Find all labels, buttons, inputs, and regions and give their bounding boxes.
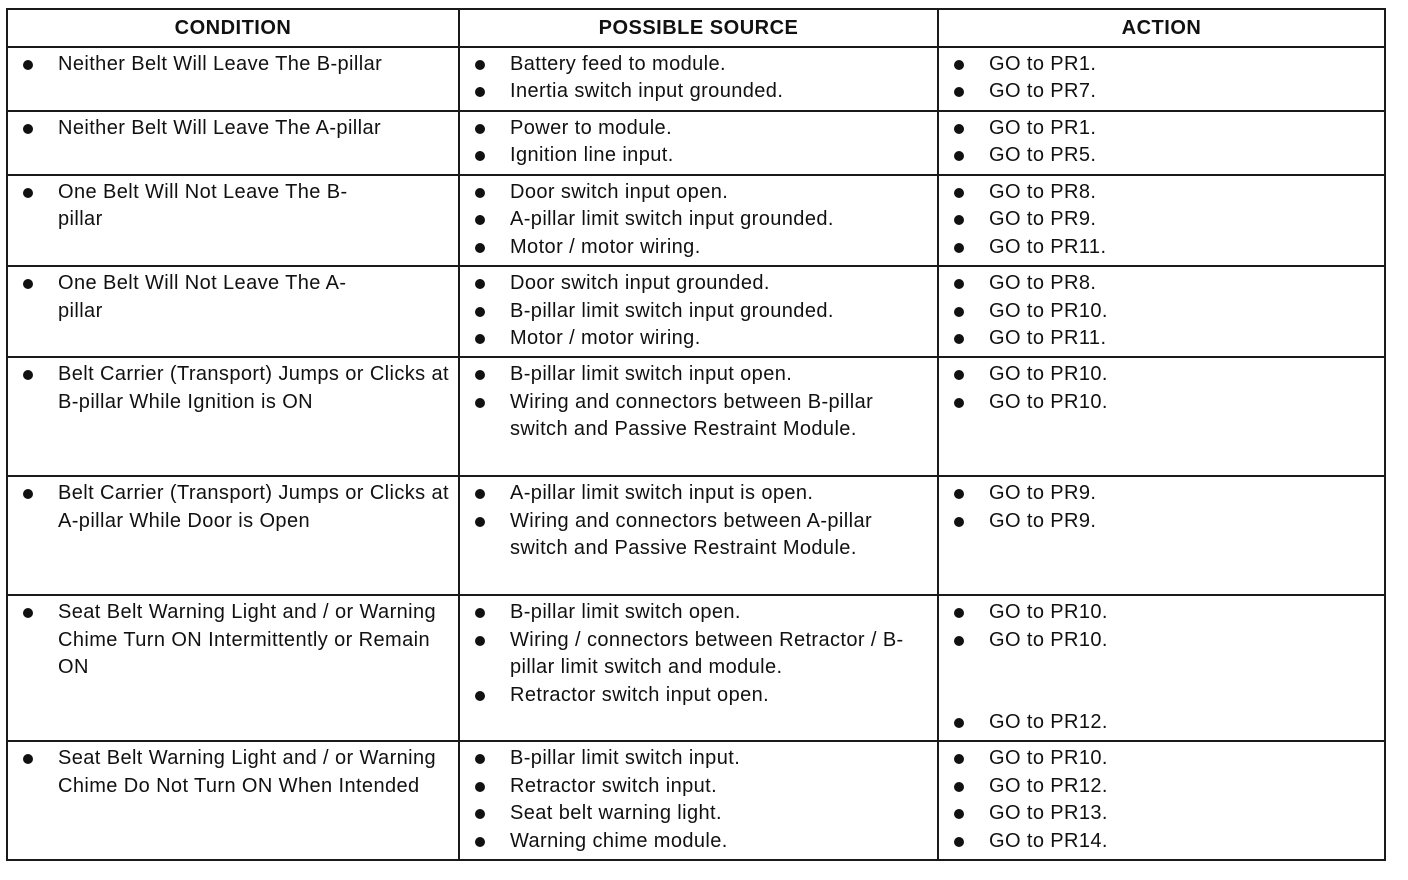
source-item: Ignition line input.	[470, 142, 931, 169]
bullet-icon	[475, 307, 485, 317]
action-item: GO to PR8.	[949, 270, 1378, 297]
action-item: GO to PR11.	[949, 325, 1378, 352]
condition-cell	[7, 476, 459, 595]
action-cell	[938, 595, 1385, 741]
table-row	[7, 476, 1385, 595]
action-item: GO to PR10.	[949, 361, 1378, 388]
condition-item: One Belt Will Not Leave The B-pillar	[18, 179, 452, 234]
bullet-icon	[475, 60, 485, 70]
bullet-icon	[954, 809, 964, 819]
condition-cell	[7, 595, 459, 741]
action-item: GO to PR10.	[949, 599, 1378, 626]
action-item: GO to PR12.	[949, 709, 1378, 736]
action-item: GO to PR11.	[949, 234, 1378, 261]
bullet-icon	[475, 608, 485, 618]
action-item: GO to PR5.	[949, 142, 1378, 169]
source-item: Wiring and connectors between A-pillar switch and Passive Restraint Module.	[470, 508, 931, 563]
source-item: A-pillar limit switch input grounded.	[470, 206, 931, 233]
bullet-icon	[954, 398, 964, 408]
header-action: ACTION	[938, 9, 1385, 47]
bullet-icon	[23, 608, 33, 618]
bullet-icon	[954, 215, 964, 225]
condition-cell	[7, 111, 459, 175]
source-item: Inertia switch input grounded.	[470, 78, 931, 105]
action-item: GO to PR10.	[949, 627, 1378, 654]
source-item: Motor / motor wiring.	[470, 234, 931, 261]
source-cell	[459, 595, 938, 741]
source-item: A-pillar limit switch input is open.	[470, 480, 931, 507]
action-item: GO to PR9.	[949, 206, 1378, 233]
bullet-icon	[954, 151, 964, 161]
bullet-icon	[23, 489, 33, 499]
header-condition: CONDITION	[7, 9, 459, 47]
table-row	[7, 357, 1385, 476]
source-item: Warning chime module.	[470, 828, 931, 855]
bullet-icon	[954, 188, 964, 198]
bullet-icon	[475, 636, 485, 646]
source-item: B-pillar limit switch open.	[470, 599, 931, 626]
bullet-icon	[954, 782, 964, 792]
bullet-icon	[954, 243, 964, 253]
condition-item: Belt Carrier (Transport) Jumps or Clicks at B-pillar While Ignition is ON	[18, 361, 452, 416]
action-item: GO to PR12.	[949, 773, 1378, 800]
action-item: GO to PR7.	[949, 78, 1378, 105]
source-item: Wiring and connectors between B-pillar switch and Passive Restraint Module.	[470, 389, 931, 444]
action-cell	[938, 476, 1385, 595]
header-possible-source: POSSIBLE SOURCE	[459, 9, 938, 47]
action-item: GO to PR10.	[949, 298, 1378, 325]
bullet-icon	[475, 188, 485, 198]
bullet-icon	[475, 334, 485, 344]
action-item: GO to PR10.	[949, 745, 1378, 772]
bullet-icon	[475, 691, 485, 701]
condition-item: Seat Belt Warning Light and / or Warning Chime Do Not Turn ON When Intended	[18, 745, 452, 800]
bullet-icon	[475, 370, 485, 380]
bullet-icon	[475, 279, 485, 289]
bullet-icon	[475, 87, 485, 97]
bullet-icon	[954, 60, 964, 70]
action-item: GO to PR8.	[949, 179, 1378, 206]
bullet-icon	[954, 608, 964, 618]
action-item: GO to PR13.	[949, 800, 1378, 827]
condition-item: Belt Carrier (Transport) Jumps or Clicks at A-pillar While Door is Open	[18, 480, 452, 535]
bullet-icon	[954, 517, 964, 527]
action-item: GO to PR9.	[949, 508, 1378, 535]
source-item: Wiring / connectors between Retractor / B-pillar limit switch and module.	[470, 627, 931, 682]
bullet-icon	[954, 370, 964, 380]
bullet-icon	[475, 782, 485, 792]
bullet-icon	[23, 754, 33, 764]
condition-item: One Belt Will Not Leave The A-pillar	[18, 270, 452, 325]
condition-cell	[7, 357, 459, 476]
bullet-icon	[475, 754, 485, 764]
condition-cell	[7, 175, 459, 266]
bullet-icon	[475, 517, 485, 527]
source-item: Power to module.	[470, 115, 931, 142]
action-item: GO to PR1.	[949, 115, 1378, 142]
source-item: Retractor switch input open.	[470, 682, 931, 709]
source-cell	[459, 266, 938, 357]
condition-cell	[7, 741, 459, 860]
bullet-icon	[23, 370, 33, 380]
header-row	[7, 9, 1385, 47]
bullet-icon	[954, 334, 964, 344]
bullet-icon	[475, 215, 485, 225]
bullet-icon	[954, 307, 964, 317]
bullet-icon	[23, 279, 33, 289]
bullet-icon	[954, 124, 964, 134]
table-row	[7, 47, 1385, 111]
bullet-icon	[23, 60, 33, 70]
condition-item: Neither Belt Will Leave The B-pillar	[18, 51, 452, 78]
action-item: GO to PR1.	[949, 51, 1378, 78]
source-item: B-pillar limit switch input open.	[470, 361, 931, 388]
bullet-icon	[954, 754, 964, 764]
diagnosis-table	[6, 8, 1386, 861]
bullet-icon	[475, 809, 485, 819]
action-cell	[938, 741, 1385, 860]
source-cell	[459, 111, 938, 175]
condition-item: Seat Belt Warning Light and / or Warning Chime Turn ON Intermittently or Remain ON	[18, 599, 452, 681]
source-item: Door switch input open.	[470, 179, 931, 206]
action-item: GO to PR14.	[949, 828, 1378, 855]
bullet-icon	[23, 124, 33, 134]
bullet-icon	[475, 124, 485, 134]
condition-cell	[7, 266, 459, 357]
source-item: Motor / motor wiring.	[470, 325, 931, 352]
condition-item: Neither Belt Will Leave The A-pillar	[18, 115, 452, 142]
action-cell	[938, 357, 1385, 476]
source-item: Battery feed to module.	[470, 51, 931, 78]
bullet-icon	[954, 636, 964, 646]
table-row	[7, 595, 1385, 741]
action-item: GO to PR9.	[949, 480, 1378, 507]
bullet-icon	[475, 243, 485, 253]
bullet-icon	[954, 489, 964, 499]
source-item: B-pillar limit switch input.	[470, 745, 931, 772]
bullet-icon	[954, 87, 964, 97]
source-cell	[459, 741, 938, 860]
table-row	[7, 111, 1385, 175]
action-cell	[938, 47, 1385, 111]
bullet-icon	[475, 151, 485, 161]
action-item: GO to PR10.	[949, 389, 1378, 416]
source-item: B-pillar limit switch input grounded.	[470, 298, 931, 325]
source-cell	[459, 47, 938, 111]
bullet-icon	[475, 398, 485, 408]
bullet-icon	[475, 489, 485, 499]
bullet-icon	[23, 188, 33, 198]
source-cell	[459, 357, 938, 476]
bullet-icon	[954, 279, 964, 289]
bullet-icon	[954, 718, 964, 728]
table-row	[7, 741, 1385, 860]
source-item: Retractor switch input.	[470, 773, 931, 800]
action-cell	[938, 175, 1385, 266]
source-item: Door switch input grounded.	[470, 270, 931, 297]
source-cell	[459, 175, 938, 266]
bullet-icon	[954, 837, 964, 847]
table-row	[7, 175, 1385, 266]
action-cell	[938, 111, 1385, 175]
source-item: Seat belt warning light.	[470, 800, 931, 827]
table-row	[7, 266, 1385, 357]
source-cell	[459, 476, 938, 595]
action-cell	[938, 266, 1385, 357]
bullet-icon	[475, 837, 485, 847]
condition-cell	[7, 47, 459, 111]
